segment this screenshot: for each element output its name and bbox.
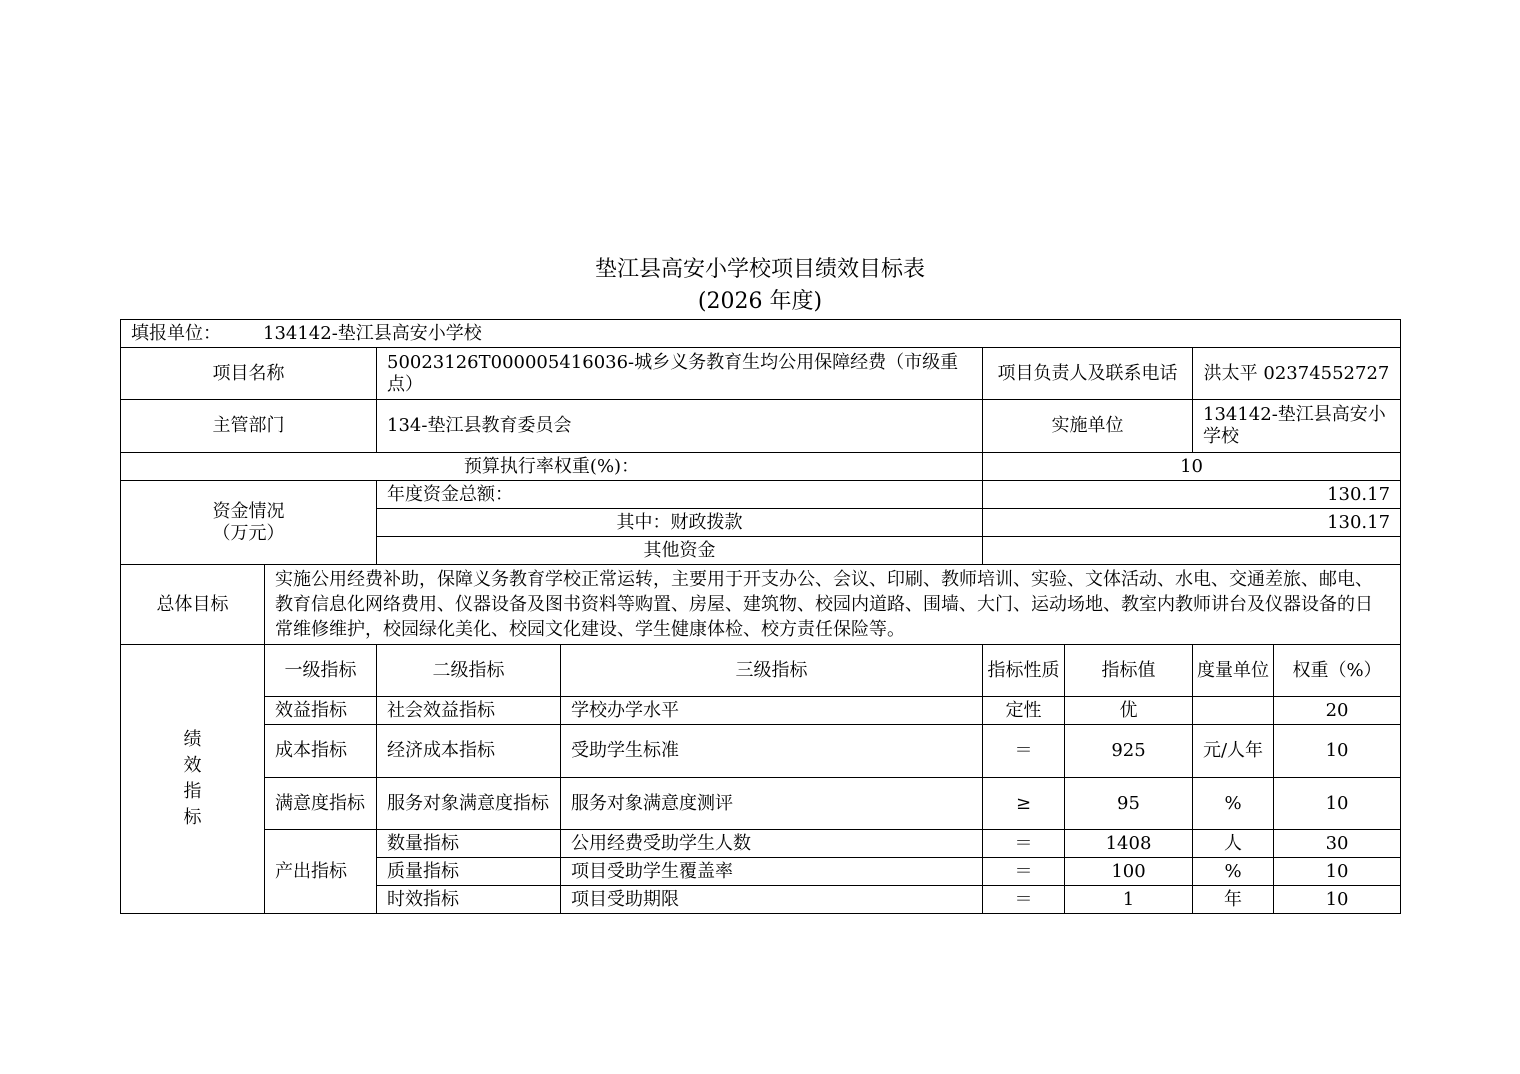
row-unit: %	[1193, 778, 1274, 830]
funds-other-label: 其他资金	[377, 537, 983, 565]
row-level1: 产出指标	[265, 830, 377, 914]
goal-row	[121, 565, 1401, 645]
unit-label: 填报单位：	[131, 322, 221, 344]
row-level2: 质量指标	[377, 858, 561, 886]
row-value: 95	[1065, 778, 1193, 830]
dept-value: 134-垫江县教育委员会	[377, 400, 983, 453]
header-unit: 度量单位	[1193, 645, 1274, 697]
row-value: 100	[1065, 858, 1193, 886]
dept-label: 主管部门	[121, 400, 377, 453]
row-weight: 10	[1274, 858, 1401, 886]
row-weight: 10	[1274, 778, 1401, 830]
budget-weight-row	[121, 453, 1401, 481]
funds-fiscal-label: 其中：财政拨款	[377, 509, 983, 537]
funds-other-value	[983, 537, 1401, 565]
row-nature: 定性	[983, 697, 1065, 725]
form-title: 垫江县高安小学校项目绩效目标表	[594, 257, 925, 282]
header-level2: 二级指标	[377, 645, 561, 697]
row-unit: 人	[1193, 830, 1274, 858]
row-weight: 30	[1274, 830, 1401, 858]
impl-value: 134142-垫江县高安小学校	[1193, 400, 1401, 453]
row-unit	[1193, 697, 1274, 725]
row-level1: 成本指标	[265, 725, 377, 778]
funds-total-label: 年度资金总额：	[377, 481, 983, 509]
row-nature: ＝	[983, 830, 1065, 858]
perf-label-char: 绩	[183, 729, 202, 750]
unit-value: 134142-垫江县高安小学校	[263, 322, 482, 344]
row-level2: 服务对象满意度指标	[377, 778, 561, 830]
row-level2: 社会效益指标	[377, 697, 561, 725]
perf-label-char: 标	[183, 807, 202, 828]
row-level3: 受助学生标准	[561, 725, 983, 778]
row-level1: 满意度指标	[265, 778, 377, 830]
header-weight: 权重（%）	[1274, 645, 1401, 697]
table-row	[121, 778, 1401, 830]
table-row	[121, 697, 1401, 725]
unit-row	[121, 320, 1401, 348]
row-weight: 20	[1274, 697, 1401, 725]
row-level3: 服务对象满意度测评	[561, 778, 983, 830]
row-level2: 时效指标	[377, 886, 561, 914]
table-row	[121, 830, 1401, 858]
goal-label: 总体目标	[121, 565, 265, 645]
row-nature: ＝	[983, 725, 1065, 778]
row-unit: 年	[1193, 886, 1274, 914]
funds-total-row	[121, 481, 1401, 509]
funds-total-value: 130.17	[983, 481, 1401, 509]
row-nature: ＝	[983, 858, 1065, 886]
row-nature: ≥	[983, 778, 1065, 830]
row-level1: 效益指标	[265, 697, 377, 725]
row-nature: ＝	[983, 886, 1065, 914]
funds-label-line1: 资金情况	[212, 500, 285, 522]
header-nature: 指标性质	[983, 645, 1065, 697]
unit-cell	[121, 320, 1401, 348]
header-level3: 三级指标	[561, 645, 983, 697]
indicator-header-row	[121, 645, 1401, 697]
project-name-value: 50023126T000005416036-城乡义务教育生均公用保障经费（市级重点）	[377, 348, 983, 400]
contact-label: 项目负责人及联系电话	[983, 348, 1193, 400]
contact-value: 洪太平 02374552727	[1193, 348, 1401, 400]
row-value: 1408	[1065, 830, 1193, 858]
row-level3: 公用经费受助学生人数	[561, 830, 983, 858]
row-level3: 项目受助学生覆盖率	[561, 858, 983, 886]
budget-weight-label: 预算执行率权重(%)：	[121, 453, 983, 481]
perf-label-char: 效	[183, 755, 202, 776]
row-level2: 经济成本指标	[377, 725, 561, 778]
project-name-label: 项目名称	[121, 348, 377, 400]
funds-label	[121, 481, 377, 565]
project-name-row	[121, 348, 1401, 400]
row-unit: %	[1193, 858, 1274, 886]
row-level3: 项目受助期限	[561, 886, 983, 914]
row-level3: 学校办学水平	[561, 697, 983, 725]
funds-label-line2: （万元）	[212, 522, 285, 544]
goal-text: 实施公用经费补助，保障义务教育学校正常运转，主要用于开支办公、会议、印刷、教师培训、实验、文体活动、水电、交通差旅、邮电、教育信息化网络费用、仪器设备及图书资料等购置、房屋、建筑物、校园内道路、围墙、大门、运动场地、教室内教师讲台及仪器设备的日常维修维护，校园绿化美化、校园文化建设、学生健康体检、校方责任保险等。	[265, 565, 1401, 645]
row-weight: 10	[1274, 886, 1401, 914]
row-value: 925	[1065, 725, 1193, 778]
row-value: 1	[1065, 886, 1193, 914]
row-unit: 元/人年	[1193, 725, 1274, 778]
dept-row	[121, 400, 1401, 453]
perf-label	[121, 645, 265, 914]
perf-label-char: 指	[183, 781, 202, 802]
performance-form-table	[120, 319, 1401, 914]
row-weight: 10	[1274, 725, 1401, 778]
row-value: 优	[1065, 697, 1193, 725]
table-row	[121, 725, 1401, 778]
form-year: (2026 年度)	[697, 289, 823, 314]
row-level2: 数量指标	[377, 830, 561, 858]
funds-fiscal-value: 130.17	[983, 509, 1401, 537]
header-value: 指标值	[1065, 645, 1193, 697]
impl-label: 实施单位	[983, 400, 1193, 453]
header-level1: 一级指标	[265, 645, 377, 697]
budget-weight-value: 10	[983, 453, 1401, 481]
